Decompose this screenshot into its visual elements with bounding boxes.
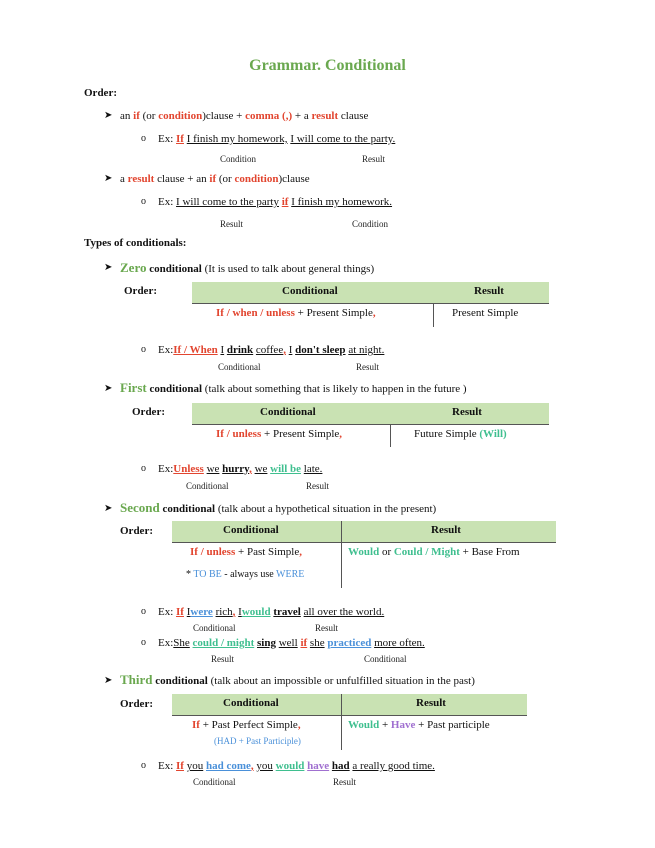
zero-table-divider <box>192 303 549 304</box>
first-table-header <box>192 403 549 424</box>
arrow-bullet-icon: ➤ <box>104 383 113 394</box>
circle-bullet-icon: o <box>141 133 146 144</box>
first-result-cell: Future Simple (Will) <box>414 428 507 440</box>
label-condition: Condition <box>220 154 257 164</box>
label-result: Result <box>220 219 244 229</box>
second-table-divider <box>172 542 556 543</box>
first-cond-cell: If / unless + Present Simple, <box>216 428 343 440</box>
zero-table-header <box>192 282 549 303</box>
circle-bullet-icon: o <box>141 760 146 771</box>
second-table-vline <box>341 521 342 588</box>
label-condition: Condition <box>352 219 389 229</box>
first-table-divider <box>192 424 549 425</box>
circle-bullet-icon: o <box>141 196 146 207</box>
second-cond-cell: If / unless + Past Simple, <box>190 546 302 558</box>
zero-result-cell: Present Simple <box>452 307 519 319</box>
first-table-vline <box>390 424 391 447</box>
third-order-label: Order: <box>120 698 153 710</box>
arrow-bullet-icon: ➤ <box>104 675 113 686</box>
label-conditional: Conditional <box>186 481 229 491</box>
arrow-bullet-icon: ➤ <box>104 503 113 514</box>
first-header-result: Result <box>452 406 482 418</box>
first-conditional-heading: First conditional (talk about something that is likely to happen in the future ) <box>120 380 467 395</box>
third-header-conditional: Conditional <box>223 697 279 709</box>
second-to-be-note: * TO BE - always use WERE <box>186 569 305 580</box>
label-conditional: Conditional <box>218 362 261 372</box>
third-result-cell: Would + Have + Past participle <box>348 719 490 731</box>
label-conditional: Conditional <box>364 654 407 664</box>
arrow-bullet-icon: ➤ <box>104 262 113 273</box>
label-result: Result <box>211 654 235 664</box>
page-title: Grammar. Conditional <box>249 57 406 74</box>
second-table-header <box>172 521 556 542</box>
arrow-bullet-icon: ➤ <box>104 110 113 121</box>
third-table-header <box>172 694 527 715</box>
types-heading: Types of conditionals: <box>84 237 187 249</box>
zero-table-vline <box>433 303 434 327</box>
third-table-vline <box>341 694 342 750</box>
example-2: Ex: I will come to the party if I finish my homework. <box>158 196 393 208</box>
arrow-bullet-icon: ➤ <box>104 173 113 184</box>
second-result-cell: Would or Could / Might + Base From <box>348 546 520 558</box>
label-result: Result <box>333 777 357 787</box>
third-example: Ex: If you had come, you would have had a really good time. <box>158 760 435 772</box>
third-table-divider <box>172 715 527 716</box>
zero-header-result: Result <box>474 285 504 297</box>
zero-order-label: Order: <box>124 285 157 297</box>
circle-bullet-icon: o <box>141 344 146 355</box>
circle-bullet-icon: o <box>141 606 146 617</box>
label-conditional: Conditional <box>193 623 236 633</box>
second-example-2: Ex:She could / might sing well if she practiced more often. <box>158 637 425 649</box>
zero-conditional-heading: Zero conditional (It is used to talk about general things) <box>120 260 375 275</box>
second-example-1: Ex: If Iwere rich, Iwould travel all over the world. <box>158 606 385 618</box>
third-header-result: Result <box>416 697 446 709</box>
first-header-conditional: Conditional <box>260 406 316 418</box>
example-1: Ex: If I finish my homework, I will come to the party. <box>158 133 396 145</box>
label-result: Result <box>306 481 330 491</box>
third-conditional-heading: Third conditional (talk about an impossible or unfulfilled situation in the past) <box>120 672 475 687</box>
second-header-result: Result <box>431 524 461 536</box>
label-result: Result <box>362 154 386 164</box>
label-conditional: Conditional <box>193 777 236 787</box>
circle-bullet-icon: o <box>141 463 146 474</box>
order-heading: Order: <box>84 87 117 99</box>
zero-example: Ex:If / When I drink coffee, I don't sleep at night. <box>158 344 385 356</box>
label-result: Result <box>315 623 339 633</box>
order-rule-2: a result clause + an if (or condition)clause <box>120 173 310 185</box>
zero-header-conditional: Conditional <box>282 285 338 297</box>
order-rule-1: an if (or condition)clause + comma (,) + a result clause <box>120 110 369 122</box>
second-order-label: Order: <box>120 525 153 537</box>
circle-bullet-icon: o <box>141 637 146 648</box>
second-conditional-heading: Second conditional (talk about a hypothetical situation in the present) <box>120 500 437 515</box>
third-cond-cell: If + Past Perfect Simple, <box>192 719 301 731</box>
second-header-conditional: Conditional <box>223 524 279 536</box>
label-result: Result <box>356 362 380 372</box>
first-order-label: Order: <box>132 406 165 418</box>
first-example: Ex:Unless we hurry, we will be late. <box>158 463 323 475</box>
zero-cond-cell: If / when / unless + Present Simple, <box>216 307 376 319</box>
third-had-note: (HAD + Past Participle) <box>214 736 301 746</box>
